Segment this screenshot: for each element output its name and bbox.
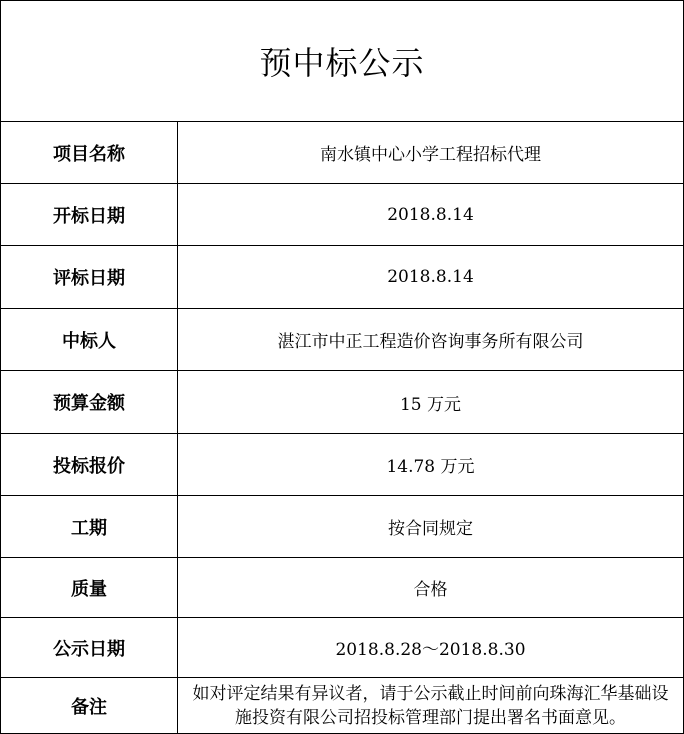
value-remarks: 如对评定结果有异议者，请于公示截止时间前向珠海汇华基础设施投资有限公司招投标管理部门提出署名书面意见。: [192, 683, 669, 728]
row-duration: [1, 496, 683, 558]
value-evaluation-date: 2018.8.14: [387, 267, 474, 287]
value-bid-price: 14.78 万元: [386, 457, 475, 477]
value-winning-bidder: 湛江市中正工程造价咨询事务所有限公司: [277, 332, 584, 352]
row-bid-price: [1, 434, 683, 496]
row-evaluation-date: [1, 246, 683, 309]
row-bid-opening-date: [1, 184, 683, 246]
value-budget-amount: 15 万元: [399, 394, 462, 415]
value-bid-opening-date: 2018.8.14: [387, 204, 474, 225]
label-budget-amount: 预算金额: [1, 371, 178, 433]
label-publicity-date: 公示日期: [1, 618, 178, 677]
notice-title: 预中标公示: [1, 1, 683, 122]
label-evaluation-date: 评标日期: [1, 246, 178, 308]
row-quality: [1, 558, 683, 618]
label-project-name: 项目名称: [1, 122, 178, 183]
row-remarks: [1, 678, 683, 733]
label-remarks: 备注: [1, 678, 178, 733]
value-project-name: 南水镇中心小学工程招标代理: [320, 145, 541, 165]
value-duration: 按合同规定: [388, 519, 473, 539]
label-bid-price: 投标报价: [1, 434, 178, 495]
value-publicity-date: 2018.8.28～2018.8.30: [335, 640, 526, 660]
label-quality: 质量: [1, 558, 178, 617]
label-winning-bidder: 中标人: [1, 309, 178, 370]
row-budget-amount: [1, 371, 683, 434]
label-duration: 工期: [1, 496, 178, 557]
label-bid-opening-date: 开标日期: [1, 184, 178, 245]
row-publicity-date: [1, 618, 683, 678]
value-quality: 合格: [413, 580, 448, 600]
row-project-name: [1, 122, 683, 184]
row-winning-bidder: [1, 309, 683, 371]
